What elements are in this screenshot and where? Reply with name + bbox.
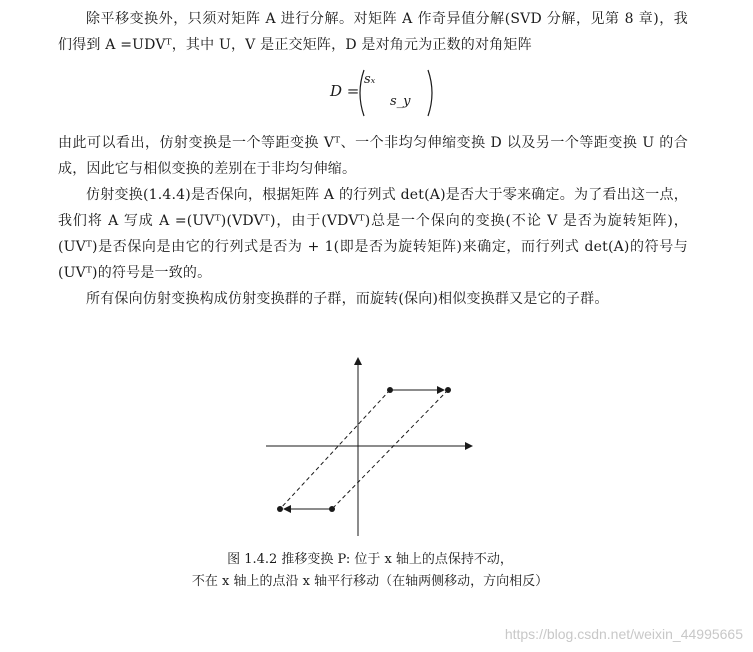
matrix-entry-sx: sₓ (364, 72, 376, 87)
watermark-url: https://blog.csdn.net/weixin_44995665 (504, 626, 743, 642)
paragraph-svd: 除平移变换外，只须对矩阵 A 进行分解。对矩阵 A 作奇异值分解(SVD 分解，见第 8 章)，我们得到 A =UDVᵀ，其中 U，V 是正交矩阵，D 是对角元为正数的对角矩阵 (58, 11, 688, 53)
matrix-entry-sy: s_y (390, 94, 411, 109)
point-lower-start (329, 506, 335, 512)
point-upper-start (387, 387, 393, 393)
figure-caption-line1: 图 1.4.2 推移变换 P: 位于 x 轴上的点保持不动， (227, 552, 513, 567)
figure-caption-line2: 不在 x 轴上的点沿 x 轴平行移动（在轴两侧移动，方向相反） (191, 574, 549, 589)
point-upper-end (445, 387, 451, 393)
matrix-equation (330, 68, 450, 118)
equation-lhs: D = (330, 82, 360, 100)
paragraph-orientation: 仿射变换(1.4.4)是否保向，根据矩阵 A 的行列式 det(A)是否大于零来确定。为了看出这一点，我们将 A 写成 A =(UVᵀ)(VDVᵀ)，由于(VDVᵀ)总是一个保向的变换(不论 V 是否为旋转矩阵)，(UVᵀ)是否保向是由它的行列式是否为 + 1(即是否为旋转矩阵)来确定，而行列式 det(A)的符号与(UVᵀ)的符号是一致的。 (58, 187, 688, 281)
shear-figure (262, 354, 476, 540)
dashed-line-upper-left (280, 390, 390, 509)
paragraph-subgroup: 所有保向仿射变换构成仿射变换群的子群，而旋转(保向)相似变换群又是它的子群。 (86, 291, 609, 307)
point-lower-end (277, 506, 283, 512)
dashed-line-upper-right (332, 390, 448, 509)
paragraph-composition: 由此可以看出，仿射变换是一个等距变换 Vᵀ、一个非均匀伸缩变换 D 以及另一个等距变换 U 的合成，因此它与相似变换的差别在于非均匀伸缩。 (58, 135, 688, 177)
